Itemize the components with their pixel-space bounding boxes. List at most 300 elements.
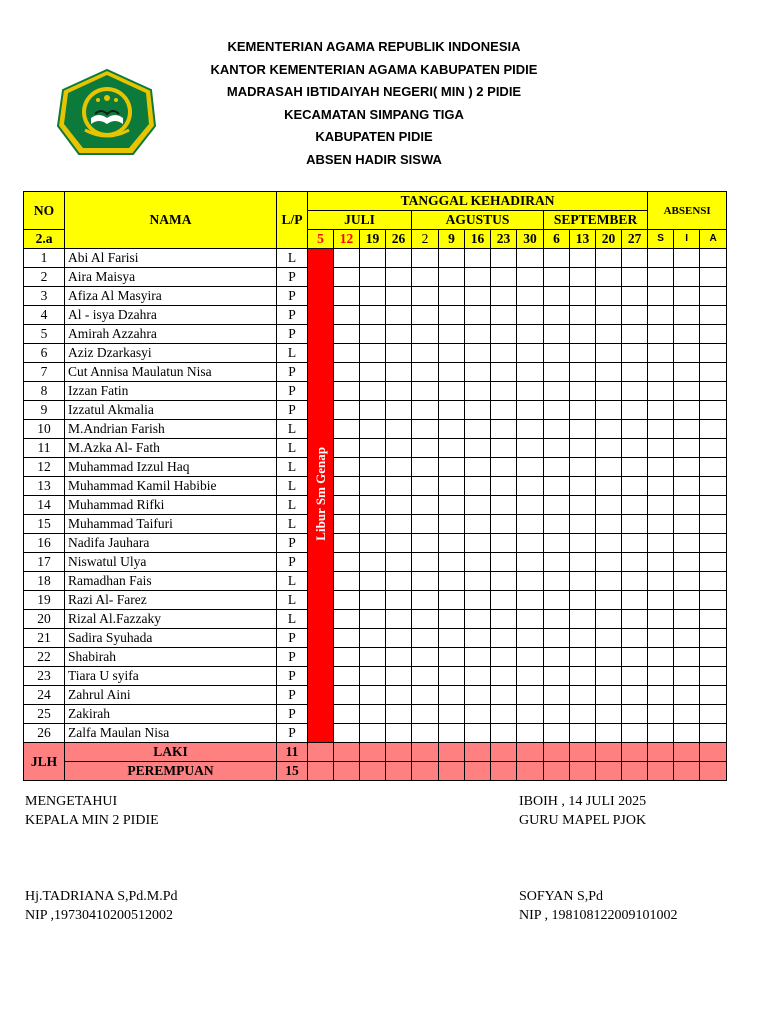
attendance-cell[interactable] — [386, 249, 412, 268]
attendance-cell[interactable] — [648, 610, 674, 629]
attendance-cell[interactable] — [648, 724, 674, 743]
attendance-cell[interactable] — [648, 458, 674, 477]
attendance-cell[interactable] — [465, 439, 491, 458]
attendance-cell[interactable] — [544, 420, 570, 439]
attendance-cell[interactable] — [412, 477, 439, 496]
attendance-cell[interactable] — [517, 401, 544, 420]
attendance-cell[interactable] — [465, 572, 491, 591]
attendance-cell[interactable] — [544, 477, 570, 496]
attendance-cell[interactable] — [360, 477, 386, 496]
attendance-cell[interactable] — [439, 420, 465, 439]
attendance-cell[interactable] — [334, 401, 360, 420]
attendance-cell[interactable] — [439, 306, 465, 325]
attendance-cell[interactable] — [386, 705, 412, 724]
attendance-cell[interactable] — [517, 591, 544, 610]
attendance-cell[interactable] — [622, 667, 648, 686]
attendance-cell[interactable] — [648, 287, 674, 306]
attendance-cell[interactable] — [570, 496, 596, 515]
attendance-cell[interactable] — [648, 667, 674, 686]
attendance-cell[interactable] — [386, 496, 412, 515]
attendance-cell[interactable] — [465, 344, 491, 363]
attendance-cell[interactable] — [544, 591, 570, 610]
attendance-cell[interactable] — [596, 439, 622, 458]
attendance-cell[interactable] — [544, 648, 570, 667]
attendance-cell[interactable] — [465, 515, 491, 534]
attendance-cell[interactable] — [570, 705, 596, 724]
attendance-cell[interactable] — [648, 306, 674, 325]
attendance-cell[interactable] — [439, 268, 465, 287]
attendance-cell[interactable] — [700, 648, 727, 667]
attendance-cell[interactable] — [334, 363, 360, 382]
attendance-cell[interactable] — [465, 648, 491, 667]
attendance-cell[interactable] — [412, 572, 439, 591]
attendance-cell[interactable] — [517, 648, 544, 667]
attendance-cell[interactable] — [570, 515, 596, 534]
attendance-cell[interactable] — [491, 591, 517, 610]
attendance-cell[interactable] — [570, 667, 596, 686]
attendance-cell[interactable] — [570, 344, 596, 363]
attendance-cell[interactable] — [465, 268, 491, 287]
attendance-cell[interactable] — [648, 401, 674, 420]
attendance-cell[interactable] — [491, 287, 517, 306]
attendance-cell[interactable] — [570, 477, 596, 496]
attendance-cell[interactable] — [674, 591, 700, 610]
attendance-cell[interactable] — [517, 496, 544, 515]
attendance-cell[interactable] — [544, 553, 570, 572]
attendance-cell[interactable] — [570, 439, 596, 458]
attendance-cell[interactable] — [491, 629, 517, 648]
attendance-cell[interactable] — [465, 629, 491, 648]
attendance-cell[interactable] — [544, 496, 570, 515]
attendance-cell[interactable] — [360, 496, 386, 515]
attendance-cell[interactable] — [700, 439, 727, 458]
attendance-cell[interactable] — [622, 477, 648, 496]
attendance-cell[interactable] — [360, 667, 386, 686]
attendance-cell[interactable] — [544, 268, 570, 287]
attendance-cell[interactable] — [360, 686, 386, 705]
attendance-cell[interactable] — [334, 420, 360, 439]
attendance-cell[interactable] — [439, 724, 465, 743]
attendance-cell[interactable] — [700, 420, 727, 439]
attendance-cell[interactable] — [386, 287, 412, 306]
attendance-cell[interactable] — [412, 610, 439, 629]
attendance-cell[interactable] — [439, 401, 465, 420]
attendance-cell[interactable] — [517, 268, 544, 287]
attendance-cell[interactable] — [622, 572, 648, 591]
attendance-cell[interactable] — [622, 363, 648, 382]
attendance-cell[interactable] — [648, 534, 674, 553]
attendance-cell[interactable] — [596, 724, 622, 743]
attendance-cell[interactable] — [700, 344, 727, 363]
attendance-cell[interactable] — [570, 268, 596, 287]
attendance-cell[interactable] — [596, 344, 622, 363]
attendance-cell[interactable] — [439, 667, 465, 686]
attendance-cell[interactable] — [517, 420, 544, 439]
attendance-cell[interactable] — [465, 306, 491, 325]
attendance-cell[interactable] — [674, 724, 700, 743]
attendance-cell[interactable] — [334, 705, 360, 724]
attendance-cell[interactable] — [544, 306, 570, 325]
attendance-cell[interactable] — [517, 458, 544, 477]
attendance-cell[interactable] — [648, 439, 674, 458]
attendance-cell[interactable] — [517, 515, 544, 534]
attendance-cell[interactable] — [596, 477, 622, 496]
attendance-cell[interactable] — [622, 382, 648, 401]
attendance-cell[interactable] — [412, 382, 439, 401]
attendance-cell[interactable] — [360, 344, 386, 363]
attendance-cell[interactable] — [544, 325, 570, 344]
attendance-cell[interactable] — [465, 287, 491, 306]
attendance-cell[interactable] — [596, 515, 622, 534]
attendance-cell[interactable] — [596, 496, 622, 515]
attendance-cell[interactable] — [360, 572, 386, 591]
attendance-cell[interactable] — [491, 534, 517, 553]
attendance-cell[interactable] — [648, 268, 674, 287]
attendance-cell[interactable] — [674, 534, 700, 553]
attendance-cell[interactable] — [491, 363, 517, 382]
attendance-cell[interactable] — [439, 629, 465, 648]
attendance-cell[interactable] — [674, 325, 700, 344]
attendance-cell[interactable] — [360, 420, 386, 439]
attendance-cell[interactable] — [334, 496, 360, 515]
attendance-cell[interactable] — [570, 572, 596, 591]
attendance-cell[interactable] — [412, 667, 439, 686]
attendance-cell[interactable] — [570, 534, 596, 553]
attendance-cell[interactable] — [360, 287, 386, 306]
attendance-cell[interactable] — [386, 458, 412, 477]
attendance-cell[interactable] — [465, 667, 491, 686]
attendance-cell[interactable] — [700, 572, 727, 591]
attendance-cell[interactable] — [622, 610, 648, 629]
attendance-cell[interactable] — [334, 686, 360, 705]
attendance-cell[interactable] — [334, 591, 360, 610]
attendance-cell[interactable] — [439, 325, 465, 344]
attendance-cell[interactable] — [465, 724, 491, 743]
attendance-cell[interactable] — [622, 686, 648, 705]
attendance-cell[interactable] — [700, 591, 727, 610]
attendance-cell[interactable] — [360, 249, 386, 268]
attendance-cell[interactable] — [517, 477, 544, 496]
attendance-cell[interactable] — [386, 667, 412, 686]
attendance-cell[interactable] — [674, 496, 700, 515]
attendance-cell[interactable] — [334, 553, 360, 572]
attendance-cell[interactable] — [544, 382, 570, 401]
attendance-cell[interactable] — [334, 268, 360, 287]
attendance-cell[interactable] — [674, 648, 700, 667]
attendance-cell[interactable] — [517, 610, 544, 629]
attendance-cell[interactable] — [517, 629, 544, 648]
attendance-cell[interactable] — [674, 344, 700, 363]
attendance-cell[interactable] — [386, 515, 412, 534]
attendance-cell[interactable] — [386, 572, 412, 591]
attendance-cell[interactable] — [674, 439, 700, 458]
attendance-cell[interactable] — [491, 610, 517, 629]
attendance-cell[interactable] — [491, 686, 517, 705]
attendance-cell[interactable] — [544, 686, 570, 705]
attendance-cell[interactable] — [544, 667, 570, 686]
attendance-cell[interactable] — [674, 477, 700, 496]
attendance-cell[interactable] — [648, 420, 674, 439]
attendance-cell[interactable] — [622, 629, 648, 648]
attendance-cell[interactable] — [544, 401, 570, 420]
attendance-cell[interactable] — [517, 249, 544, 268]
attendance-cell[interactable] — [334, 382, 360, 401]
attendance-cell[interactable] — [386, 534, 412, 553]
attendance-cell[interactable] — [334, 344, 360, 363]
attendance-cell[interactable] — [596, 420, 622, 439]
attendance-cell[interactable] — [570, 420, 596, 439]
attendance-cell[interactable] — [439, 458, 465, 477]
attendance-cell[interactable] — [674, 249, 700, 268]
attendance-cell[interactable] — [360, 553, 386, 572]
attendance-cell[interactable] — [570, 325, 596, 344]
attendance-cell[interactable] — [544, 534, 570, 553]
attendance-cell[interactable] — [412, 648, 439, 667]
attendance-cell[interactable] — [596, 249, 622, 268]
attendance-cell[interactable] — [412, 344, 439, 363]
attendance-cell[interactable] — [570, 686, 596, 705]
attendance-cell[interactable] — [700, 534, 727, 553]
attendance-cell[interactable] — [700, 667, 727, 686]
attendance-cell[interactable] — [386, 325, 412, 344]
attendance-cell[interactable] — [517, 439, 544, 458]
attendance-cell[interactable] — [491, 401, 517, 420]
attendance-cell[interactable] — [570, 306, 596, 325]
attendance-cell[interactable] — [700, 249, 727, 268]
attendance-cell[interactable] — [596, 458, 622, 477]
attendance-cell[interactable] — [491, 667, 517, 686]
attendance-cell[interactable] — [439, 572, 465, 591]
attendance-cell[interactable] — [596, 667, 622, 686]
attendance-cell[interactable] — [465, 363, 491, 382]
attendance-cell[interactable] — [386, 477, 412, 496]
attendance-cell[interactable] — [439, 439, 465, 458]
attendance-cell[interactable] — [570, 363, 596, 382]
attendance-cell[interactable] — [648, 477, 674, 496]
attendance-cell[interactable] — [517, 325, 544, 344]
attendance-cell[interactable] — [491, 515, 517, 534]
attendance-cell[interactable] — [544, 629, 570, 648]
attendance-cell[interactable] — [674, 287, 700, 306]
attendance-cell[interactable] — [674, 667, 700, 686]
attendance-cell[interactable] — [544, 249, 570, 268]
attendance-cell[interactable] — [700, 401, 727, 420]
attendance-cell[interactable] — [596, 705, 622, 724]
attendance-cell[interactable] — [334, 325, 360, 344]
attendance-cell[interactable] — [674, 420, 700, 439]
attendance-cell[interactable] — [412, 401, 439, 420]
attendance-cell[interactable] — [517, 363, 544, 382]
attendance-cell[interactable] — [412, 363, 439, 382]
attendance-cell[interactable] — [622, 420, 648, 439]
attendance-cell[interactable] — [648, 249, 674, 268]
attendance-cell[interactable] — [412, 705, 439, 724]
attendance-cell[interactable] — [570, 401, 596, 420]
attendance-cell[interactable] — [517, 705, 544, 724]
attendance-cell[interactable] — [570, 458, 596, 477]
attendance-cell[interactable] — [439, 363, 465, 382]
attendance-cell[interactable] — [596, 363, 622, 382]
attendance-cell[interactable] — [465, 610, 491, 629]
attendance-cell[interactable] — [544, 610, 570, 629]
attendance-cell[interactable] — [622, 401, 648, 420]
attendance-cell[interactable] — [648, 553, 674, 572]
attendance-cell[interactable] — [360, 705, 386, 724]
attendance-cell[interactable] — [517, 382, 544, 401]
attendance-cell[interactable] — [622, 268, 648, 287]
attendance-cell[interactable] — [700, 306, 727, 325]
attendance-cell[interactable] — [491, 325, 517, 344]
attendance-cell[interactable] — [517, 553, 544, 572]
attendance-cell[interactable] — [674, 268, 700, 287]
attendance-cell[interactable] — [386, 268, 412, 287]
attendance-cell[interactable] — [386, 420, 412, 439]
attendance-cell[interactable] — [674, 610, 700, 629]
attendance-cell[interactable] — [412, 268, 439, 287]
attendance-cell[interactable] — [517, 724, 544, 743]
attendance-cell[interactable] — [412, 534, 439, 553]
attendance-cell[interactable] — [491, 496, 517, 515]
attendance-cell[interactable] — [465, 458, 491, 477]
attendance-cell[interactable] — [544, 363, 570, 382]
attendance-cell[interactable] — [622, 458, 648, 477]
attendance-cell[interactable] — [674, 363, 700, 382]
attendance-cell[interactable] — [674, 306, 700, 325]
attendance-cell[interactable] — [570, 249, 596, 268]
attendance-cell[interactable] — [386, 724, 412, 743]
attendance-cell[interactable] — [648, 515, 674, 534]
attendance-cell[interactable] — [622, 705, 648, 724]
attendance-cell[interactable] — [648, 591, 674, 610]
attendance-cell[interactable] — [360, 629, 386, 648]
attendance-cell[interactable] — [465, 496, 491, 515]
attendance-cell[interactable] — [334, 572, 360, 591]
attendance-cell[interactable] — [412, 458, 439, 477]
attendance-cell[interactable] — [334, 458, 360, 477]
attendance-cell[interactable] — [439, 686, 465, 705]
attendance-cell[interactable] — [596, 591, 622, 610]
attendance-cell[interactable] — [360, 610, 386, 629]
attendance-cell[interactable] — [700, 496, 727, 515]
attendance-cell[interactable] — [360, 534, 386, 553]
attendance-cell[interactable] — [386, 553, 412, 572]
attendance-cell[interactable] — [700, 610, 727, 629]
attendance-cell[interactable] — [596, 268, 622, 287]
attendance-cell[interactable] — [674, 553, 700, 572]
attendance-cell[interactable] — [412, 325, 439, 344]
attendance-cell[interactable] — [544, 458, 570, 477]
attendance-cell[interactable] — [491, 458, 517, 477]
attendance-cell[interactable] — [386, 439, 412, 458]
attendance-cell[interactable] — [544, 515, 570, 534]
attendance-cell[interactable] — [700, 705, 727, 724]
attendance-cell[interactable] — [386, 610, 412, 629]
attendance-cell[interactable] — [648, 686, 674, 705]
attendance-cell[interactable] — [622, 344, 648, 363]
attendance-cell[interactable] — [360, 515, 386, 534]
attendance-cell[interactable] — [700, 686, 727, 705]
attendance-cell[interactable] — [517, 667, 544, 686]
attendance-cell[interactable] — [491, 572, 517, 591]
attendance-cell[interactable] — [360, 724, 386, 743]
attendance-cell[interactable] — [544, 572, 570, 591]
attendance-cell[interactable] — [648, 382, 674, 401]
attendance-cell[interactable] — [465, 420, 491, 439]
attendance-cell[interactable] — [648, 325, 674, 344]
attendance-cell[interactable] — [360, 306, 386, 325]
attendance-cell[interactable] — [517, 572, 544, 591]
attendance-cell[interactable] — [596, 325, 622, 344]
attendance-cell[interactable] — [517, 686, 544, 705]
attendance-cell[interactable] — [700, 515, 727, 534]
attendance-cell[interactable] — [570, 629, 596, 648]
attendance-cell[interactable] — [386, 629, 412, 648]
attendance-cell[interactable] — [622, 534, 648, 553]
attendance-cell[interactable] — [386, 648, 412, 667]
attendance-cell[interactable] — [491, 344, 517, 363]
attendance-cell[interactable] — [700, 477, 727, 496]
attendance-cell[interactable] — [334, 306, 360, 325]
attendance-cell[interactable] — [412, 629, 439, 648]
attendance-cell[interactable] — [700, 325, 727, 344]
attendance-cell[interactable] — [439, 287, 465, 306]
attendance-cell[interactable] — [491, 648, 517, 667]
attendance-cell[interactable] — [544, 439, 570, 458]
attendance-cell[interactable] — [334, 724, 360, 743]
attendance-cell[interactable] — [386, 382, 412, 401]
attendance-cell[interactable] — [700, 553, 727, 572]
attendance-cell[interactable] — [622, 724, 648, 743]
attendance-cell[interactable] — [439, 553, 465, 572]
attendance-cell[interactable] — [334, 648, 360, 667]
attendance-cell[interactable] — [465, 249, 491, 268]
attendance-cell[interactable] — [439, 249, 465, 268]
attendance-cell[interactable] — [674, 458, 700, 477]
attendance-cell[interactable] — [360, 325, 386, 344]
attendance-cell[interactable] — [596, 382, 622, 401]
attendance-cell[interactable] — [596, 648, 622, 667]
attendance-cell[interactable] — [674, 705, 700, 724]
attendance-cell[interactable] — [412, 591, 439, 610]
attendance-cell[interactable] — [517, 534, 544, 553]
attendance-cell[interactable] — [544, 344, 570, 363]
attendance-cell[interactable] — [700, 382, 727, 401]
attendance-cell[interactable] — [412, 287, 439, 306]
attendance-cell[interactable] — [360, 458, 386, 477]
attendance-cell[interactable] — [465, 382, 491, 401]
attendance-cell[interactable] — [439, 496, 465, 515]
attendance-cell[interactable] — [648, 648, 674, 667]
attendance-cell[interactable] — [622, 306, 648, 325]
attendance-cell[interactable] — [386, 363, 412, 382]
attendance-cell[interactable] — [596, 553, 622, 572]
attendance-cell[interactable] — [439, 610, 465, 629]
attendance-cell[interactable] — [517, 344, 544, 363]
attendance-cell[interactable] — [465, 401, 491, 420]
attendance-cell[interactable] — [517, 287, 544, 306]
attendance-cell[interactable] — [700, 629, 727, 648]
attendance-cell[interactable] — [439, 534, 465, 553]
attendance-cell[interactable] — [386, 401, 412, 420]
attendance-cell[interactable] — [465, 705, 491, 724]
attendance-cell[interactable] — [412, 724, 439, 743]
attendance-cell[interactable] — [491, 724, 517, 743]
attendance-cell[interactable] — [596, 306, 622, 325]
attendance-cell[interactable] — [596, 572, 622, 591]
attendance-cell[interactable] — [439, 344, 465, 363]
attendance-cell[interactable] — [491, 439, 517, 458]
attendance-cell[interactable] — [570, 591, 596, 610]
